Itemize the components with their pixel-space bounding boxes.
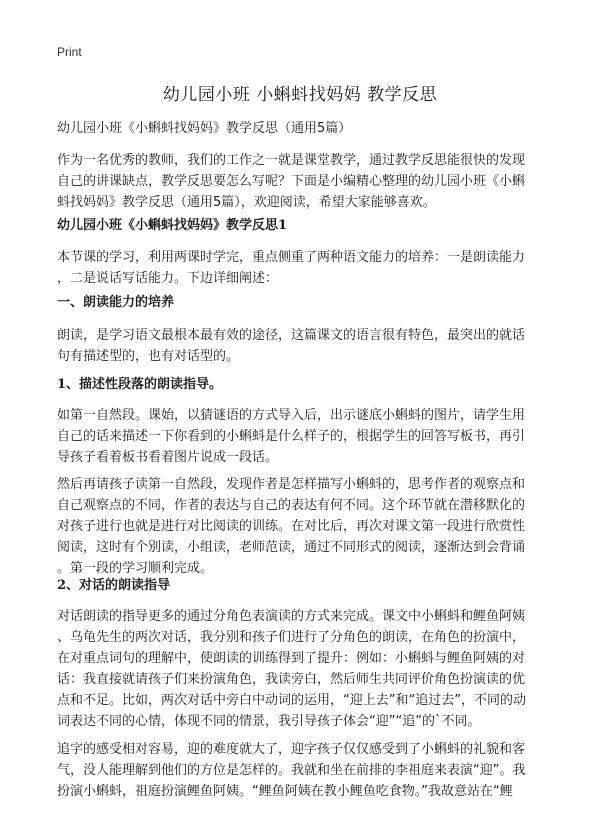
text-line: 话：我直接就请孩子们来扮演角色，我读旁白，然后师生共同评价角色扮演读的优 — [57, 672, 526, 687]
paragraph-4 — [57, 474, 552, 579]
text-line: 自己的话来描述一下你看到的小蝌蚪是什么样子的，根据学生的回答写板书，再引 — [57, 429, 526, 444]
paragraph-5 — [57, 606, 552, 732]
text-line: 词表达不同的心情，体现不同的情景，我引导孩子体会“迎”“追”的`不同。 — [57, 714, 481, 729]
paragraph-2 — [57, 325, 552, 367]
text-line: 扮演小蝌蚪，祖庭扮演鲤鱼阿姨。“鲤鱼阿姨在教小鲤鱼吃食物。”我故意站在“鲤 — [57, 784, 513, 799]
text-line: ，二是说话写话能力。下边详细阐述： — [57, 271, 279, 286]
text-line: 句有描述型的，也有对话型的。 — [57, 349, 240, 364]
section1-heading: 一、朗读能力的培养 — [57, 295, 175, 310]
text-line: 对孩子进行也就是进行对比阅读的训练。在对比后，再次对课文第一段进行欣赏性 — [57, 519, 526, 534]
text-line: 追字的感受相对容易，迎的难度就大了，迎字孩子仅仅感受到了小蝌蚪的礼貌和客 — [57, 742, 526, 757]
text-line: 在对重点词句的理解中，使朗读的训练得到了提升：例如：小蝌蚪与鲤鱼阿姨的对 — [57, 651, 526, 666]
page-title: 幼儿园小班 小蝌蚪找妈妈 教学反思 — [162, 85, 438, 105]
text-line: 本节课的学习，利用两课时学完，重点侧重了两种语文能力的培养：一是朗读能力 — [57, 250, 526, 265]
text-line: 、乌龟先生的两次对话，我分别和孩子们进行了分角色的朗读，在角色的扮演中， — [57, 630, 526, 645]
paragraph-1 — [57, 247, 552, 289]
text-line: 对话朗读的指导更多的通过分角色表演读的方式来完成。课文中小蝌蚪和鲤鱼阿姨 — [57, 609, 526, 624]
text-line: 气，没人能理解到他们的方位是怎样的。我就和坐在前排的李祖庭来表演“迎”。我 — [57, 763, 526, 778]
part1-heading: 幼儿园小班《小蝌蚪找妈妈》教学反思1 — [57, 218, 288, 233]
subsection2-heading: 2、对话的朗读指导 — [57, 578, 171, 593]
text-line: 。第一段的学习顺利完成。 — [57, 561, 214, 576]
document-subtitle: 幼儿园小班《小蝌蚪找妈妈》教学反思（通用5篇） — [57, 121, 352, 136]
subsection1-heading: 1、描述性段落的朗读指导。 — [57, 377, 223, 392]
text-line: 蚪找妈妈》教学反思（通用5篇），欢迎阅读，希望大家能够喜欢。 — [57, 195, 436, 210]
intro-paragraph — [57, 150, 552, 213]
paragraph-6 — [57, 739, 552, 802]
text-line: 导孩子看着板书看着图片说成一段话。 — [57, 450, 279, 465]
text-line: 然后再请孩子读第一自然段，发现作者是怎样描写小蝌蚪的，思考作者的观察点和 — [57, 477, 526, 492]
text-line: 作为一名优秀的教师，我们的工作之一就是课堂教学，通过教学反思能很快的发现 — [57, 153, 526, 168]
print-label: Print — [57, 45, 82, 59]
text-line: 如第一自然段。课始，以猜谜语的方式导入后，出示谜底小蝌蚪的图片，请学生用 — [57, 408, 526, 423]
text-line: 自己观察点的不同，作者的表达与自己的表达有何不同。这个环节就在潜移默化的 — [57, 498, 526, 513]
text-line: 点和不足。比如，两次对话中旁白中动词的运用，“迎上去”和“追过去”，不同的动 — [57, 693, 526, 708]
paragraph-3 — [57, 405, 552, 468]
text-line: 朗读，是学习语文最根本最有效的途径，这篇课文的语言很有特色，最突出的就话 — [57, 328, 526, 343]
text-line: 自己的讲课缺点，教学反思要怎么写呢？下面是小编精心整理的幼儿园小班《小蝌 — [57, 174, 526, 189]
text-line: 阅读，这时有个别读，小组读，老师范读，通过不同形式的阅读，逐渐达到会背诵 — [57, 540, 526, 555]
